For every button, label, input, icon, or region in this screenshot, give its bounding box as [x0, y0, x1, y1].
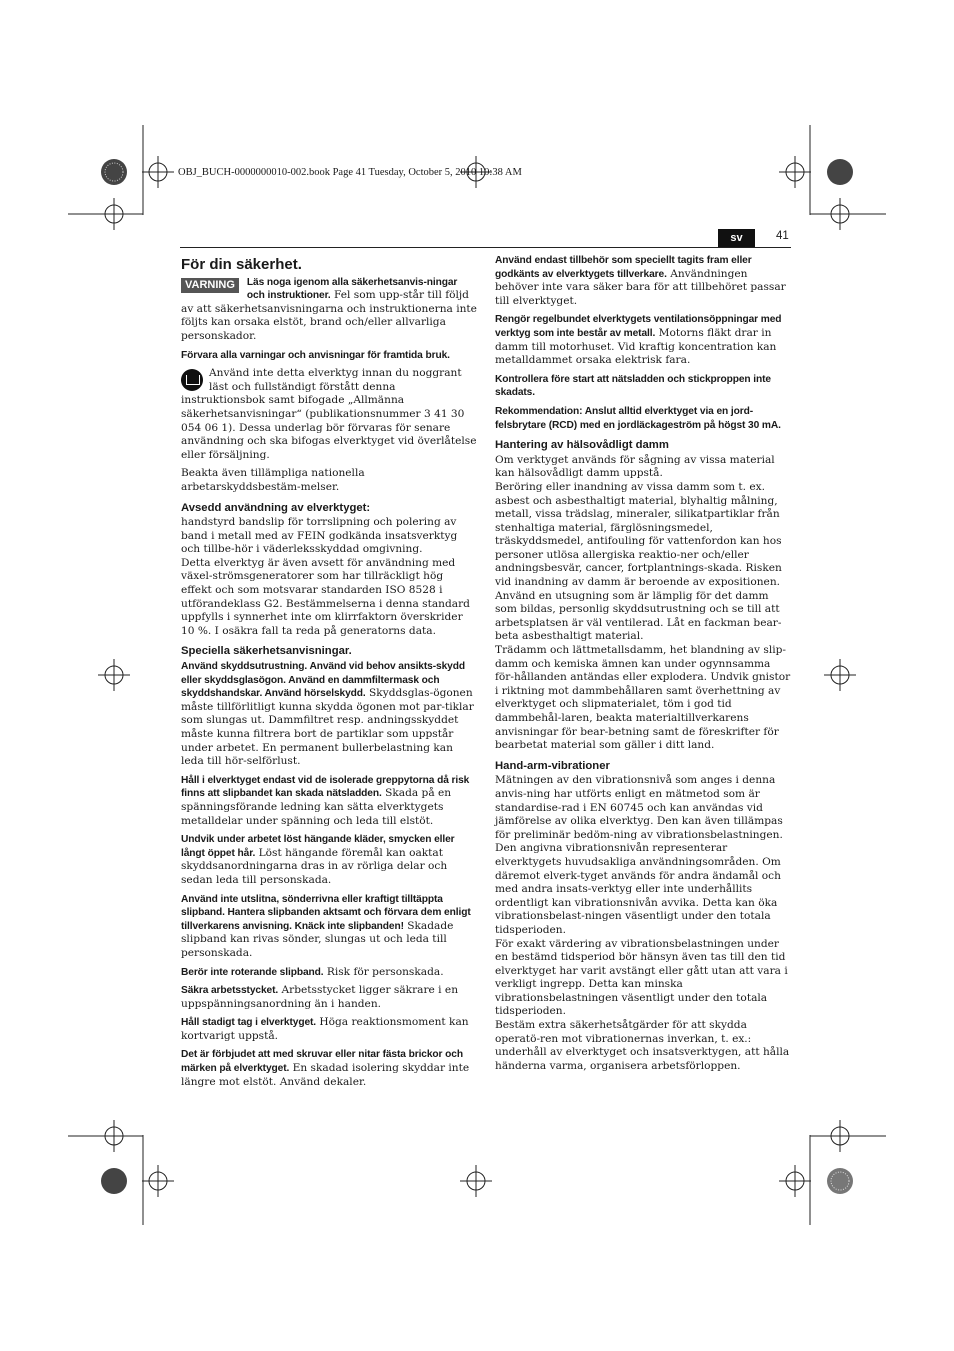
- safety-item: Säkra arbetsstycket. Arbetsstycket ligger säkrare i en uppspänningsanordning än i handen.: [181, 984, 459, 1010]
- left-column: [181, 254, 477, 1094]
- dust-text: Beröring eller inandning av vissa damm som t. ex. asbest och asbesthaltigt material, blyhaltig målning, metall, vissa trädslag, mineraler, silikatpartiklar från stenhaltiga material, färglösningsmedel, träskyddsmedel, antifouling för vattenfordon kan hos personer utlösa allergiska reaktio-ner och/eller andningsbesvär, cancer, fortplantnings-skada. Risken vid inandning av damm är beroende av expositionen. Använd en utsugning som är lämplig för det damm som bildas, personlig skyddsutrustning och se till att arbetsplatsen är väl ventilerad. Låt en fackman bear-beta asbesthaltigt material.: [495, 480, 782, 643]
- safety-item: Använd skyddsutrustning. Använd vid behov ansikts-skydd eller skyddsglasögon. Använd en dammfiltermask och skyddshandskar. Använd hörselskydd. Skyddsglas-ögonen måste tillförlitligt kunna skydda ögonen mot par-tiklar som slungas ut. Dammfiltret resp. andningsskyddet måste kunna filtrera bort de partiklar som uppstår under arbetet. En permanent bullerbelastning kan leda till hör-selförlust.: [181, 661, 474, 768]
- warning-badge: VARNING: [181, 278, 239, 294]
- heading-intended-use: Avsedd användning av elverktyget:: [181, 501, 371, 514]
- safety-item: Rengör regelbundet elverktygets ventilationsöppningar med verktyg som inte består av metall. Motorns fläkt drar in damm till motorhuset. Vid kraftig koncentration kan metalldammet orsaka elektrisk fara.: [495, 314, 782, 367]
- print-header: OBJ_BUCH-0000000010-002.book Page 41 Tuesday, October 5, 2010 10:38 AM: [178, 167, 522, 178]
- safety-item: Det är förbjudet att med skruvar eller nitar fästa brickor och märken på elverktyget. En skadad isolering skyddar inte längre mot elstöt. Använd dekaler.: [181, 1049, 470, 1088]
- vibration-text: Den angivna vibrationsnivån representerar elverktygets huvudsakliga användningsområden. Om däremot elverk-tyget används för andra ändamål och med andra insats-verktyg eller inte underhållits ordentligt kan vibrationsnivån avvika. Detta kan öka vibrationsbelast-ningen väsentligt under den totala tidsperioden.: [495, 842, 781, 936]
- dust-text: Trädamm och lättmetallsdamm, het blandning av slip-damm och kemiska ämnen kan under ogynnsamma för-hållanden antändas eller explodera. Undvik gnistor i riktning mot dammbehållaren samt överhettning av elverktyget och slipmaterialet, töm i god tid dammbehål-laren, beakta materialtillverkarens anvisningar för bear-betning samt de föreskrifter för bearbetat material som gäller i ditt land.: [495, 644, 791, 752]
- header-rule: [180, 247, 791, 248]
- safety-item: Håll stadigt tag i elverktyget. Höga reaktionsmoment kan kortvarigt uppstå.: [181, 1016, 469, 1042]
- heading-special-safety: Speciella säkerhetsanvisningar.: [181, 645, 352, 658]
- read-manual-paragraph: Använd inte detta elverktyg innan du noggrant läst och fullständigt förstått denna instruktionsbok samt bifogade „Allmänna säkerhetsanvisningar“ (publikationsnummer 3 41 30 054 06 1). Dessa underlag bör förvaras för senare användning och ska bifogas elverktyget vid överlåtelse eller försäljning.: [181, 367, 477, 461]
- heading-dust: Hantering av hälsovådligt damm: [495, 439, 669, 452]
- safety-item: Använd inte utslitna, sönderrivna eller kraftigt tilltäppta slipband. Hantera slipbanden aktsamt och förvara dem enligt tillverkarens anvisning. Knäck inte slipbanden! Skadade slipband kan rivas sönder, slungas ut och leda till personskada.: [181, 893, 471, 959]
- regulations-note: Beakta även tillämpliga nationella arbetarskyddsbestäm-melser.: [181, 467, 365, 493]
- keep-instructions: Förvara alla varningar och anvisningar för framtida bruk.: [181, 349, 450, 361]
- language-badge: sv: [718, 229, 755, 247]
- use-text-1: handstyrd bandslip för torrslipning och polering av band i metall med av FEIN godkända insatsverktyg och tillbe-hör i väderleksskyddad omgivning.: [181, 516, 458, 556]
- safety-item: Håll i elverktyget endast vid de isolerade greppytorna då risk finns att slipbandet kan skada nätsladden. Skada på en spänningsförande ledning kan sätta elverktygets metalldelar under spänning och leda till elstöt.: [181, 774, 470, 827]
- vibration-text: Bestäm extra säkerhetsåtgärder för att skydda operatö-ren mot vibrationernas inverkan, t. ex.: underhåll av elverktyget och insatsverktygen, att hålla händerna varma, organisera arbetsförloppen.: [495, 1019, 790, 1072]
- safety-item: Berör inte roterande slipband. Risk för personskada.: [181, 965, 444, 978]
- right-column: [495, 254, 791, 1078]
- heading-vibration: Hand-arm-vibrationer: [495, 759, 610, 772]
- warning-paragraph: VARNING Läs noga igenom alla säkerhetsanvis-ningar och instruktioner. Fel som upp-står till följd av att säkerhetsanvisningarna och instruktionerna inte följts kan orsaka elstöt, brand och/eller allvarliga personskador.: [181, 276, 477, 342]
- vibration-text: Mätningen av den vibrationsnivå som anges i denna anvis-ning har utförts enligt en mätmetod som är standardise-rad i EN 60745 och kan användas vid jämförelse av olika elverktyg. Den kan även tillämpas för preliminär bedöm-ning av vibrationsbelastningen.: [495, 774, 783, 841]
- dust-text: Om verktyget används för sågning av vissa material kan hälsovådligt damm uppstå.: [495, 453, 775, 480]
- read-manual-icon: [181, 369, 203, 391]
- page-number: 41: [776, 230, 789, 242]
- safety-item: Kontrollera före start att nätsladden och stickproppen inte skadats.: [495, 373, 771, 399]
- section-title: För din säkerhet.: [181, 256, 302, 273]
- safety-item: Rekommendation: Anslut alltid elverktyget via en jord-felsbrytare (RCD) med en jordläckageström på högst 30 mA.: [495, 405, 781, 431]
- vibration-text: För exakt värdering av vibrationsbelastningen under en bestämd tidsperiod bör hänsyn även tas till den tid elverktyget har varit avstängt eller gått utan att vara i verkligt ingrepp. Detta kan minska vibrationsbelastningen väsentligt under den totala tidsperioden.: [495, 937, 788, 1018]
- safety-item: Undvik under arbetet löst hängande kläder, smycken eller långt öppet hår. Löst hängande föremål kan oaktat skyddsanordningarna dras in av rörliga delar och sedan leda till personskada.: [181, 834, 455, 886]
- safety-item: Använd endast tillbehör som speciellt tagits fram eller godkänts av elverktygets tillverkare. Användningen behöver inte vara säker bara för att tillbehöret passar till elverktyget.: [495, 255, 786, 307]
- use-text-2: Detta elverktyg är även avsett för användning med växel-strömsgeneratorer som har tillräckligt hög effekt och som motsvarar standarden ISO 8528 i utförandeklass G2. Bestämmelserna i denna standard uppfylls i synnerhet inte om klirrfaktorn överskrider 10 %. I osäkra fall ta reda på generatorns data.: [181, 556, 470, 637]
